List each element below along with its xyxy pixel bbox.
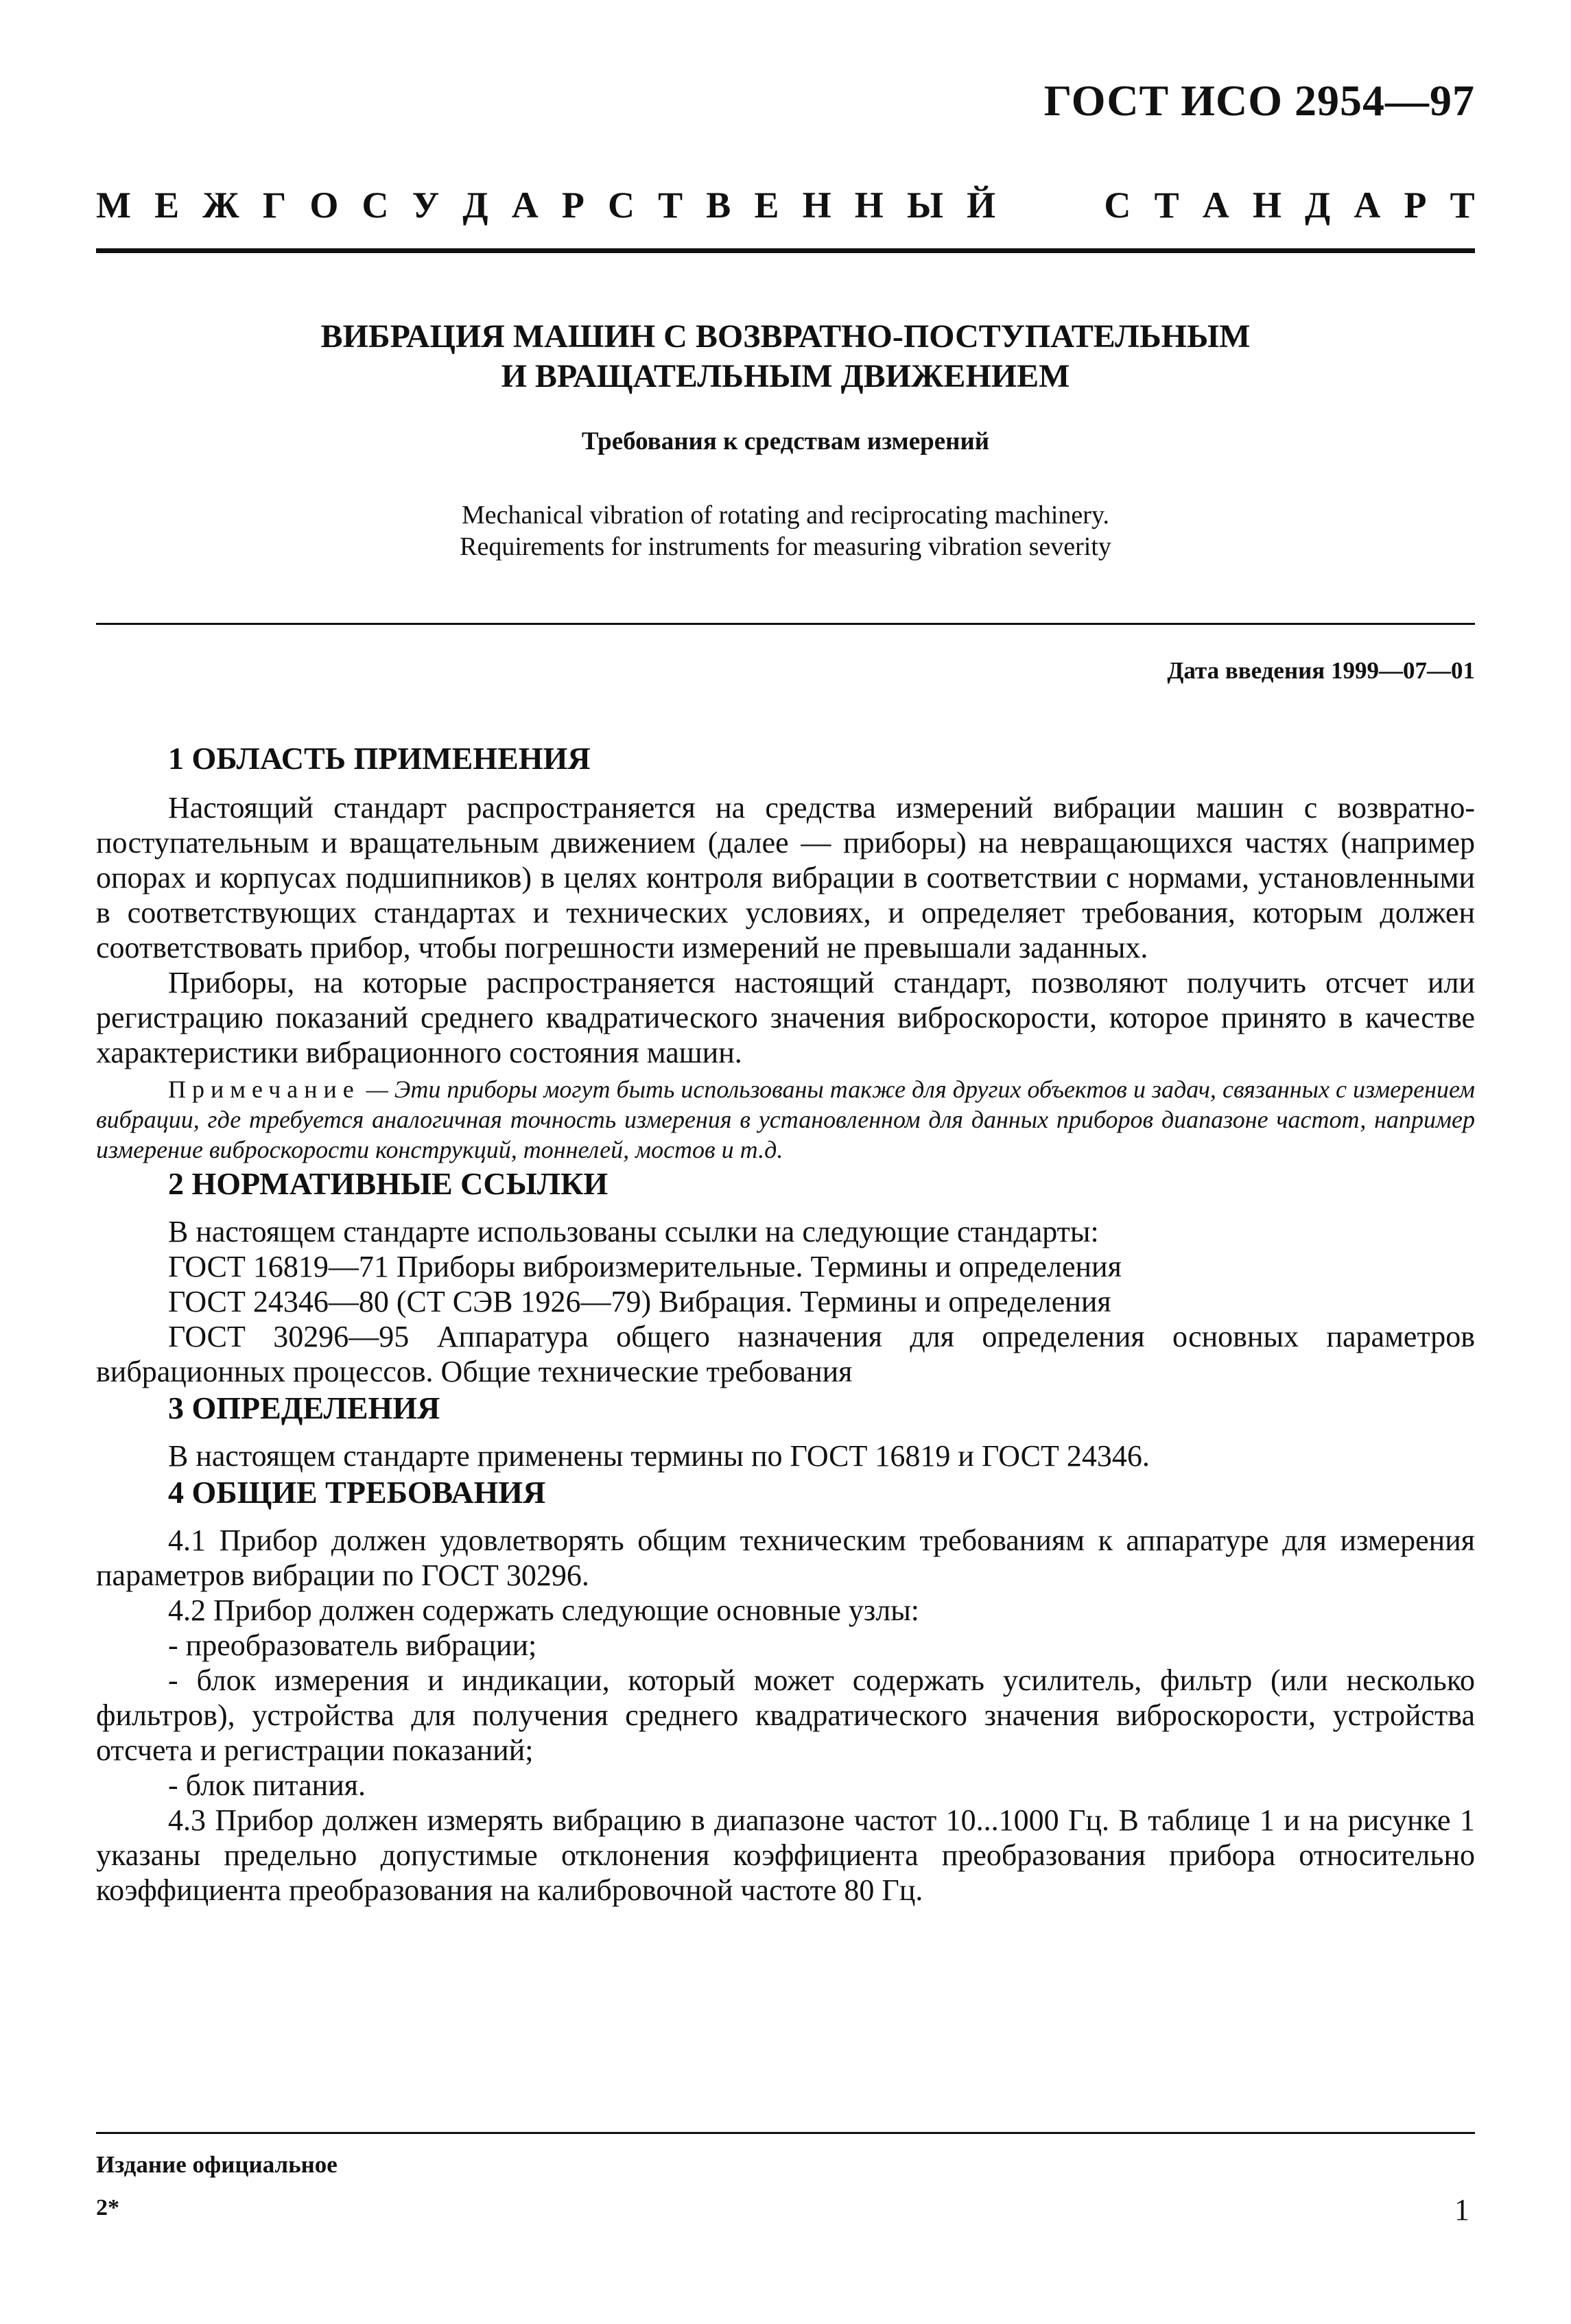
banner-letter: Д [1305,185,1331,226]
clause-4-2-item: - блок измерения и индикации, который может содержать усилитель, фильтр (или несколько фильтров), устройства для получения среднего квадратического значения виброскорости, устройства отсчета и регистрации показаний; [96,1663,1475,1767]
banner-letter: Р [561,185,584,226]
section-1-paragraph-1: Настоящий стандарт распространяется на средства измерений вибрации машин с возвратно-поступательным и вращательным движением (далее — приборы) на невращающихся частях (например опорах и корпусах подшипников) в целях контроля вибрации в соответствии с нормами, установленными в соответствующих стандартах и технических условиях, и определяет требования, которым должен соответствовать прибор, чтобы погрешности измерений не превышали заданных. [96,791,1475,964]
gost-designation: ГОСТ ИСО 2954—97 [1043,76,1475,125]
banner-letter: Е [154,185,180,226]
title-line-2: И ВРАЩАТЕЛЬНЫМ ДВИЖЕНИЕМ [501,358,1070,394]
banner-letter: Е [754,185,779,226]
banner-letter: С [607,185,635,226]
banner-letter: Н [1252,185,1281,226]
section-4-heading: 4 ОБЩИЕ ТРЕБОВАНИЯ [168,1475,546,1510]
note-text: — Эти приборы могут быть использованы также для других объектов и задач, связанных с измерением вибрации, где требуется аналогичная точность измерения в установленном для данных приборов диапазоне частот, например измерение виброскорости конструкций, тоннелей, мостов и т.д. [96,1076,1475,1163]
banner-letter: А [1354,185,1381,226]
section-2-intro: В настоящем стандарте использованы ссылки на следующие стандарты: [168,1215,1099,1248]
header-rule [96,248,1475,253]
banner-letter: Р [1404,185,1427,226]
clause-4-1: 4.1 Прибор должен удовлетворять общим техническим требованиям к аппаратуре для измерения параметров вибрации по ГОСТ 30296. [96,1523,1475,1592]
banner-letter: Г [262,185,287,226]
official-edition-label: Издание официальное [96,2151,338,2178]
banner-letter: Й [967,185,996,226]
banner-letter: У [412,185,440,226]
banner-letter: А [1202,185,1229,226]
clause-4-3: 4.3 Прибор должен измерять вибрацию в диапазоне частот 10...1000 Гц. В таблице 1 и на рисунке 1 указаны предельно допустимые отклонения коэффициента преобразования прибора относительно коэффициента преобразования на калибровочной частоте 80 Гц. [96,1803,1475,1907]
document-title [96,317,1475,396]
banner-letter: С [362,185,389,226]
banner-letter: О [309,185,339,226]
interstate-standard-banner [96,184,1475,226]
banner-letter: Н [802,185,831,226]
title-rule [96,623,1475,625]
reference-item: ГОСТ 16819—71 Приборы виброизмерительные. Термины и определения [168,1250,1122,1283]
section-1-heading: 1 ОБЛАСТЬ ПРИМЕНЕНИЯ [168,741,591,776]
sheet-mark: 2* [96,2195,119,2220]
page-number: 1 [1454,2193,1469,2227]
document-body [96,739,1475,1908]
section-2-heading: 2 НОРМАТИВНЫЕ ССЫЛКИ [168,1166,609,1201]
reference-item: ГОСТ 24346—80 (СТ СЭВ 1926—79) Вибрация. Термины и определения [168,1285,1111,1318]
english-title [96,499,1475,562]
banner-letter: Д [462,185,488,226]
clause-4-2: 4.2 Прибор должен содержать следующие основные узлы: [168,1593,919,1627]
clause-4-2-item: - преобразователь вибрации; [168,1628,537,1662]
title-line-1: ВИБРАЦИЯ МАШИН С ВОЗВРАТНО-ПОСТУПАТЕЛЬНЫМ [320,318,1251,355]
banner-letter: А [511,185,539,226]
section-1-paragraph-2: Приборы, на которые распространяется настоящий стандарт, позволяют получить отсчет или регистрацию показаний среднего квадратического значения виброскорости, которое принято в качестве характеристики вибрационного состояния машин. [96,966,1475,1069]
banner-word-gap [1019,184,1080,226]
banner-letter: Т [658,185,683,226]
introduction-date: Дата введения 1999—07—01 [1167,657,1475,684]
banner-letter: В [706,185,731,226]
banner-letter: С [1104,185,1131,226]
banner-letter: Т [1154,185,1179,226]
footer-rule [96,2132,1475,2134]
section-3-paragraph: В настоящем стандарте применены термины по ГОСТ 16819 и ГОСТ 24346. [168,1439,1150,1473]
reference-item: ГОСТ 30296—95 Аппаратура общего назначения для определения основных параметров вибрационных процессов. Общие технические требования [96,1320,1475,1388]
banner-letter: М [96,185,131,226]
section-3-heading: 3 ОПРЕДЕЛЕНИЯ [168,1390,440,1425]
section-1-note [96,1074,1475,1165]
english-title-line-2: Requirements for instruments for measuring vibration severity [460,532,1111,561]
document-subtitle: Требования к средствам измерений [581,427,990,455]
banner-letter: Т [1450,185,1475,226]
clause-4-2-item: - блок питания. [168,1768,366,1802]
banner-letter: Н [854,185,884,226]
english-title-line-1: Mechanical vibration of rotating and reciprocating machinery. [462,501,1109,530]
banner-letter: Ж [202,185,239,226]
note-label: Примечание [168,1076,360,1103]
section-2-references [96,1214,1475,1389]
banner-letter: Ы [906,185,943,226]
